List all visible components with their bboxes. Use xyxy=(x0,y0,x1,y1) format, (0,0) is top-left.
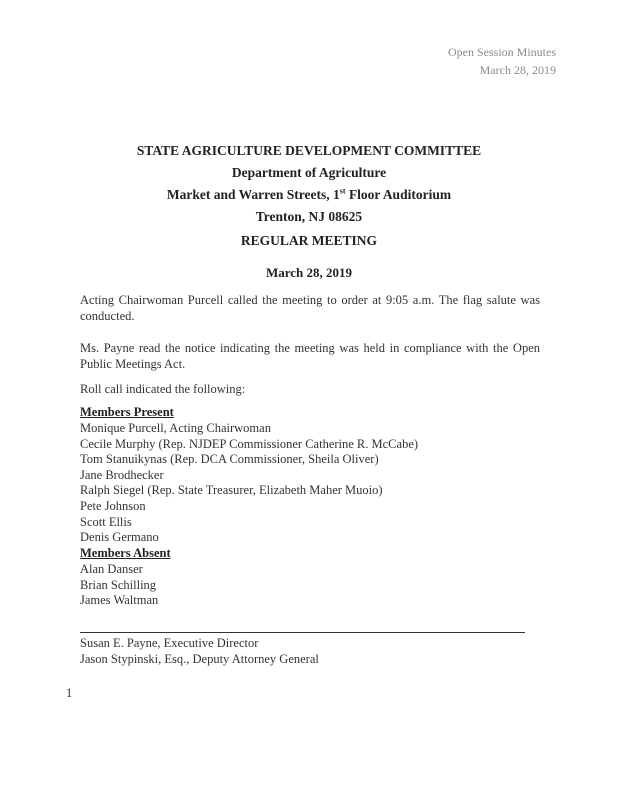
running-head xyxy=(448,43,556,79)
list-item: Brian Schilling xyxy=(80,577,157,592)
list-item: Ralph Siegel (Rep. State Treasurer, Elizabeth Maher Muoio) xyxy=(80,483,383,498)
list-item: Cecile Murphy (Rep. NJDEP Commissioner Catherine R. McCabe) xyxy=(80,436,419,451)
list-item: Tom Stanuikynas (Rep. DCA Commissioner, Sheila Oliver) xyxy=(80,452,379,467)
members-absent-heading: Members Absent xyxy=(80,546,171,560)
location-text-pre: Market and Warren Streets, 1 xyxy=(166,187,340,202)
page-number: 1 xyxy=(66,686,73,700)
meeting-location xyxy=(0,184,618,206)
list-item: Pete Johnson xyxy=(80,498,146,513)
location-superscript: st xyxy=(339,186,346,196)
city-address: Trenton, NJ 08625 xyxy=(255,209,363,224)
list-item: Alan Danser xyxy=(80,562,143,576)
list-item: Jason Stypinski, Esq., Deputy Attorney General xyxy=(80,652,319,666)
running-head-date: March 28, 2019 xyxy=(479,63,556,77)
meeting-type: REGULAR MEETING xyxy=(240,233,378,248)
department-name: Department of Agriculture xyxy=(231,165,387,180)
list-item: Monique Purcell, Acting Chairwoman xyxy=(80,421,271,435)
members-absent-list xyxy=(80,562,158,609)
list-item: James Waltman xyxy=(80,593,159,608)
list-item: Susan E. Payne, Executive Director xyxy=(80,636,259,650)
notice-paragraph: Ms. Payne read the notice indicating the meeting was held in compliance with the Open Public Meetings Act. xyxy=(80,341,540,371)
document-header xyxy=(0,140,618,228)
list-item: Denis Germano xyxy=(80,530,159,545)
meeting-date: March 28, 2019 xyxy=(265,265,353,280)
call-to-order-paragraph: Acting Chairwoman Purcell called the meeting to order at 9:05 a.m. The flag salute was conducted. xyxy=(80,293,540,323)
location-text-post: Floor Auditorium xyxy=(345,187,452,202)
roll-call-paragraph: Roll call indicated the following: xyxy=(80,382,246,396)
list-item: Scott Ellis xyxy=(80,514,132,529)
organization-name: STATE AGRICULTURE DEVELOPMENT COMMITTEE xyxy=(136,143,482,158)
list-item: Jane Brodhecker xyxy=(80,467,164,482)
running-head-title: Open Session Minutes xyxy=(448,45,556,59)
staff-list xyxy=(80,635,319,667)
members-present-list xyxy=(80,421,418,546)
members-present-heading: Members Present xyxy=(80,405,174,419)
divider-rule xyxy=(80,632,525,633)
